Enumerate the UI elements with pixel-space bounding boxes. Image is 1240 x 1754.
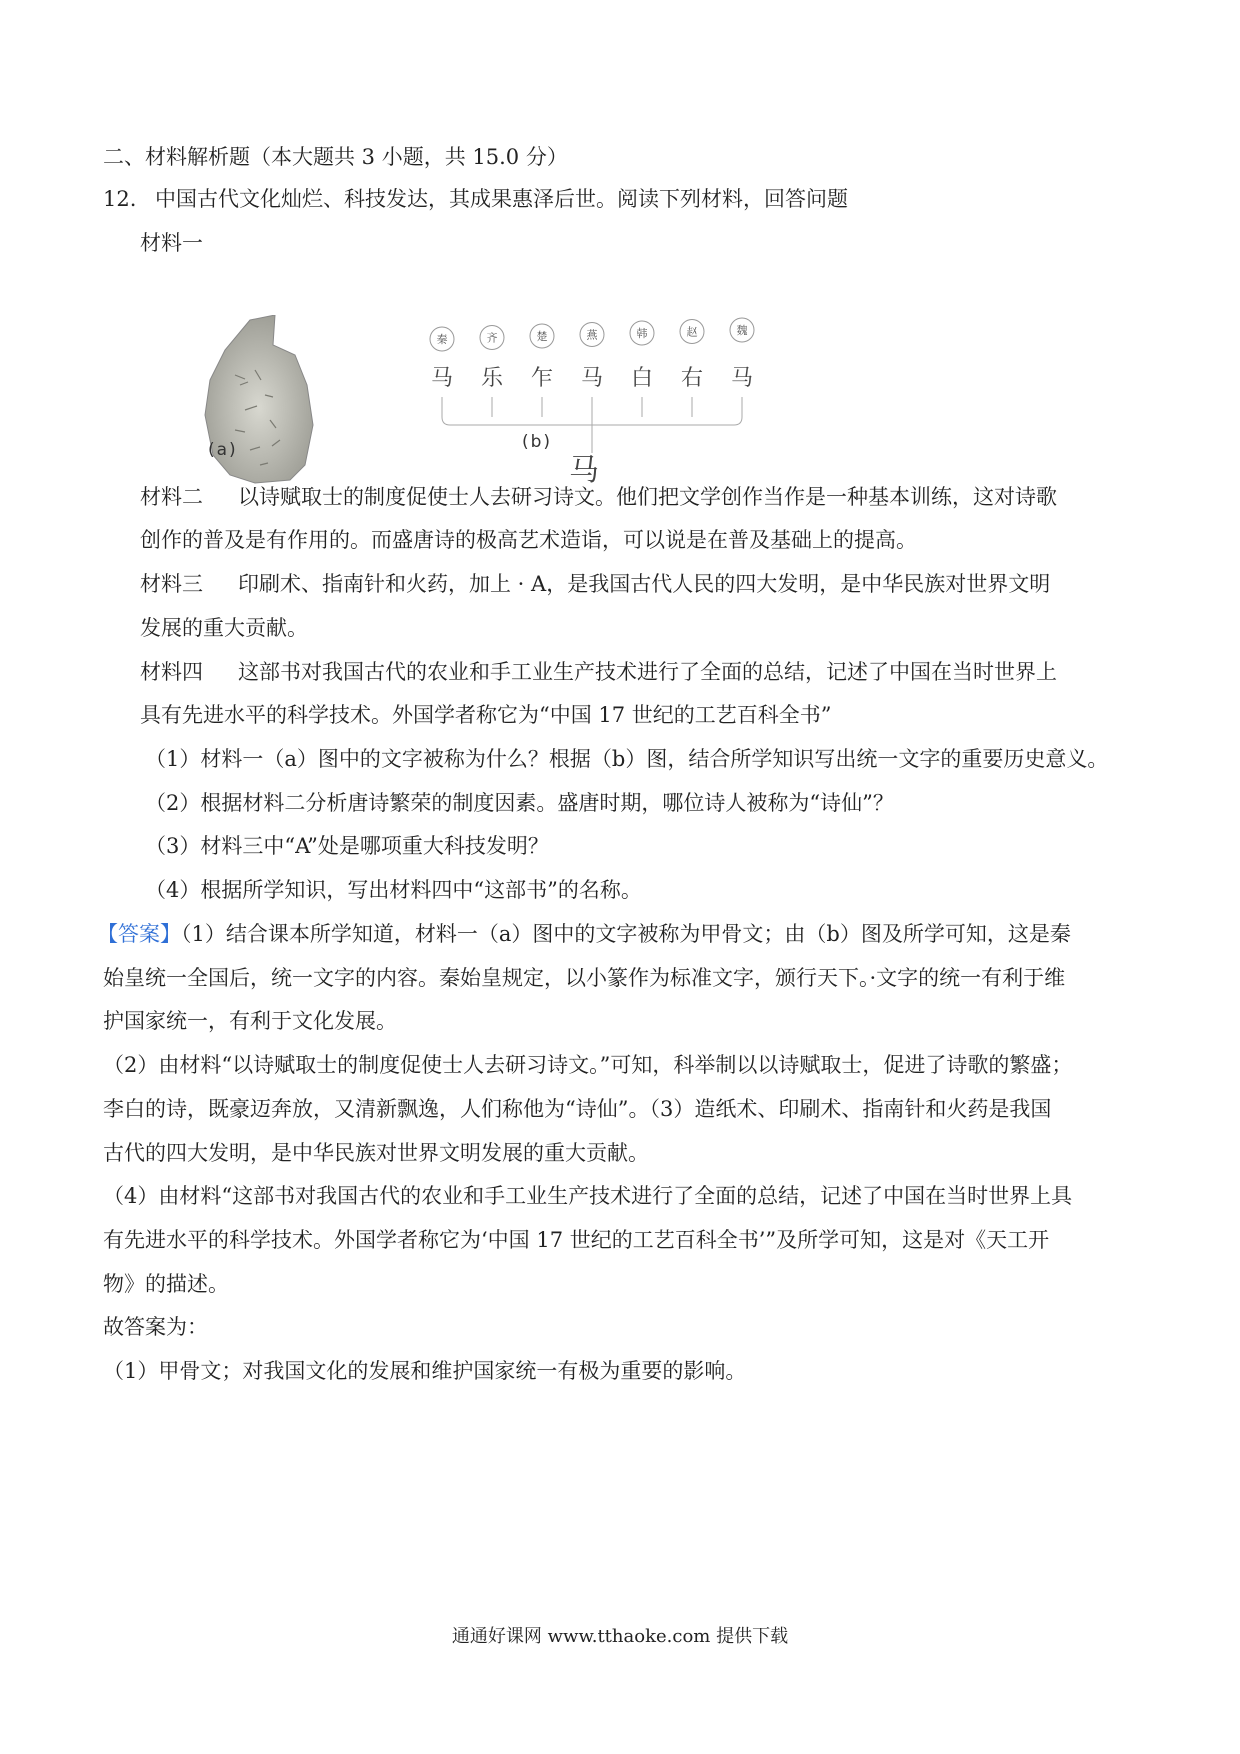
answer-summary-1: （1）甲骨文；对我国文化的发展和维护国家统一有极为重要的影响。 <box>103 1359 747 1383</box>
state-name-3: 燕 <box>586 328 598 342</box>
answer-p2-line1: （2）由材料“以诗赋取士的制度促使士人去研习诗文。”可知，科举制以以诗赋取士，促进了诗歌的繁盛； <box>103 1053 1073 1077</box>
state-name-6: 魏 <box>736 324 748 337</box>
question-stem: 中国古代文化灿烂、科技发达，其成果惠泽后世。阅读下列材料，回答问题 <box>155 187 848 211</box>
answer-p2-line3: 古代的四大发明，是中华民族对世界文明发展的重大贡献。 <box>103 1141 649 1165</box>
state-script-0: 马 <box>430 366 454 391</box>
figure-a-caption: (a) <box>208 440 238 460</box>
state-name-0: 秦 <box>436 333 448 346</box>
section-title: 二、材料解析题（本大题共 3 小题，共 15.0 分） <box>103 145 568 169</box>
state-name-2: 楚 <box>536 330 548 343</box>
material2-line1: 以诗赋取士的制度促使士人去研习诗文。他们把文学创作当作是一种基本训练，这对诗歌 <box>238 485 1057 509</box>
state-script-2: 乍 <box>530 366 554 391</box>
material4-line2: 具有先进水平的科学技术。外国学者称它为“中国 17 世纪的工艺百科全书” <box>140 703 832 727</box>
material2-label: 材料二 <box>140 485 203 509</box>
question-2: （2）根据材料二分析唐诗繁荣的制度因素。盛唐时期，哪位诗人被称为“诗仙”？ <box>145 791 894 815</box>
material4-line1: 这部书对我国古代的农业和手工业生产技术进行了全面的总结，记述了中国在当时世界上 <box>238 660 1057 684</box>
state-script-6: 马 <box>730 366 754 391</box>
unified-script: 马 <box>569 453 599 488</box>
state-name-5: 赵 <box>686 325 698 339</box>
state-script-3: 马 <box>580 366 604 391</box>
state-script-4: 白 <box>630 366 654 391</box>
answer-p2-line2: 李白的诗，既豪迈奔放，又清新飘逸，人们称他为“诗仙”。（3）造纸术、印刷术、指南针和火药是我国 <box>103 1097 1052 1121</box>
footer: 通通好课网 www.tthaoke.com 提供下载 <box>451 1626 789 1647</box>
state-name-1: 齐 <box>486 331 498 345</box>
material3-line1: 印刷术、指南针和火药，加上 · A，是我国古代人民的四大发明，是中华民族对世界文明 <box>238 572 1051 596</box>
question-1: （1）材料一（a）图中的文字被称为什么？根据（b）图，结合所学知识写出统一文字的重要历史意义。 <box>145 747 1109 771</box>
answer-tag: 【答案】 <box>97 922 181 946</box>
material1-label: 材料一 <box>140 231 203 255</box>
material2-line2: 创作的普及是有作用的。而盛唐诗的极高艺术造诣，可以说是在普及基础上的提高。 <box>140 528 917 552</box>
answer-p3-line1: （4）由材料“这部书对我国古代的农业和手工业生产技术进行了全面的总结，记述了中国在当时世界上具 <box>103 1184 1073 1208</box>
question-number: 12. <box>103 187 137 211</box>
state-script-5: 右 <box>680 366 704 391</box>
state-script-1: 乐 <box>480 366 504 391</box>
material3-label: 材料三 <box>140 572 203 596</box>
answer-p1-line2: 始皇统一全国后，统一文字的内容。秦始皇规定，以小篆作为标准文字，颁行天下。·文字的统一有利于维 <box>103 966 1066 990</box>
question-3: （3）材料三中“A”处是哪项重大科技发明？ <box>145 834 549 858</box>
answer-p1-line1 <box>97 919 1071 949</box>
question-4: （4）根据所学知识，写出材料四中“这部书”的名称。 <box>145 878 642 902</box>
answer-summary-label: 故答案为： <box>103 1315 208 1339</box>
material3-line2: 发展的重大贡献。 <box>140 616 308 640</box>
state-name-4: 韩 <box>636 327 648 340</box>
answer-p1-line3: 护国家统一，有利于文化发展。 <box>103 1009 397 1033</box>
answer-p1-text: （1）结合课本所学知道，材料一（a）图中的文字被称为甲骨文；由（b）图及所学可知，这是秦 <box>181 922 1071 946</box>
answer-p3-line2: 有先进水平的科学技术。外国学者称它为‘中国 17 世纪的工艺百科全书’”及所学可知，这是对《天工开 <box>103 1228 1050 1252</box>
figure-b-caption: (b) <box>522 432 553 452</box>
material4-label: 材料四 <box>140 660 203 684</box>
answer-p3-line3: 物》的描述。 <box>103 1272 229 1296</box>
